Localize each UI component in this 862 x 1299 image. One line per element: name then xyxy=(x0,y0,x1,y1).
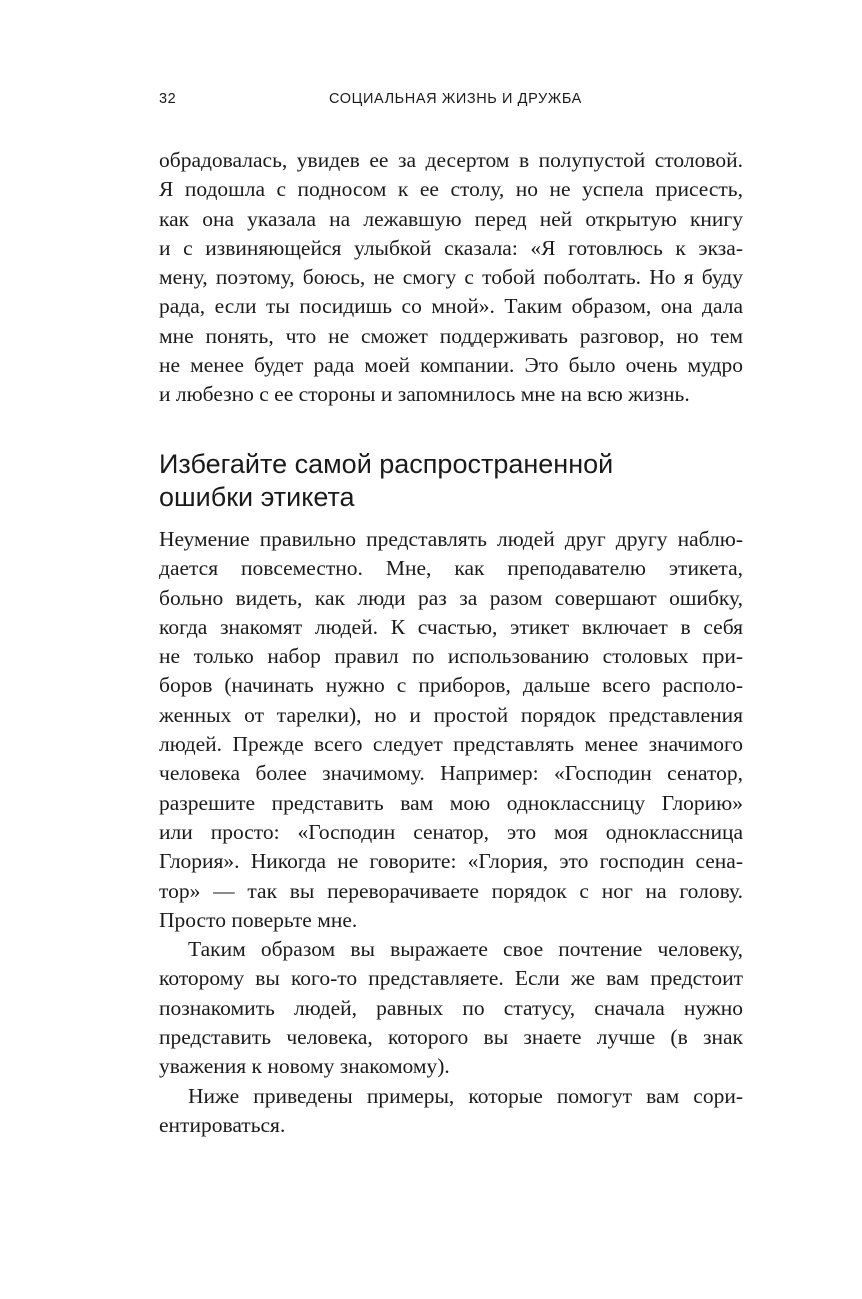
running-head: СОЦИАЛЬНАЯ ЖИЗНЬ И ДРУЖБА xyxy=(329,91,582,107)
text-line: и с извиняющейся улыбкой сказала: «Я готовлюсь к экза- xyxy=(159,235,743,260)
text-line: уважения к новому знакомому). xyxy=(159,1054,450,1079)
paragraph xyxy=(159,935,743,1081)
text-line: как она указала на лежавшую перед ней открытую книгу xyxy=(159,206,743,231)
page-header xyxy=(159,91,742,113)
paragraph-continued xyxy=(159,146,743,410)
text-line: разрешите представить вам мою одноклассницу Глорию» xyxy=(159,790,743,815)
text-line: рада, если ты посидишь со мной». Таким образом, она дала xyxy=(159,294,743,319)
text-line: боров (начинать нужно с приборов, дальше всего располо- xyxy=(159,673,743,698)
text-line: мену, поэтому, боюсь, не смогу с тобой поболтать. Но я буду xyxy=(159,265,743,290)
text-line: представить человека, которого вы знаете лучше (в знак xyxy=(159,1025,743,1050)
paragraph xyxy=(159,525,743,935)
text-line: мне понять, что не сможет поддерживать разговор, но тем xyxy=(159,323,743,348)
text-line: тор» — так вы переворачиваете порядок с ног на голову. xyxy=(159,878,743,903)
text-line: ентироваться. xyxy=(159,1112,286,1137)
text-line: больно видеть, как люди раз за разом совершают ошибку, xyxy=(159,585,743,610)
text-line: которому вы кого-то представляете. Если же вам предстоит xyxy=(159,966,743,991)
text-line: человека более значимому. Например: «Господин сенатор, xyxy=(159,761,743,786)
text-line: дается повсеместно. Мне, как преподавателю этикета, xyxy=(159,556,743,581)
page-number: 32 xyxy=(159,91,177,107)
text-line: познакомить людей, равных по статусу, сначала нужно xyxy=(159,995,743,1020)
heading-line: Избегайте самой распространенной xyxy=(159,449,614,479)
text-line: Неумение правильно представлять людей друг другу наблю- xyxy=(159,527,743,551)
text-line: Просто поверьте мне. xyxy=(159,907,358,932)
text-line: Глория». Никогда не говорите: «Глория, это господин сена- xyxy=(159,849,743,874)
section-body xyxy=(159,525,743,1140)
text-line: не только набор правил по использованию столовых при- xyxy=(159,644,743,669)
section-heading xyxy=(159,448,743,514)
text-line: обрадовалась, увидев ее за десертом в полупустой столовой. xyxy=(159,148,743,172)
text-line: и любезно с ее стороны и запомнилось мне на всю жизнь. xyxy=(159,382,690,407)
text-line: не менее будет рада моей компании. Это было очень мудро xyxy=(159,353,743,378)
text-line: людей. Прежде всего следует представлять менее значимого xyxy=(159,732,743,757)
text-line: когда знакомят людей. К счастью, этикет включает в себя xyxy=(159,614,743,639)
text-line: или просто: «Господин сенатор, это моя одноклассница xyxy=(159,819,743,844)
paragraph xyxy=(159,1082,743,1141)
text-line: Я подошла с подносом к ее столу, но не успела присесть, xyxy=(159,177,743,202)
text-line: женных от тарелки), но и простой порядок представления xyxy=(159,702,743,727)
text-line: Таким образом вы выражаете свое почтение человеку, xyxy=(188,937,743,962)
text-line: Ниже приведены примеры, которые помогут вам сори- xyxy=(188,1083,743,1108)
heading-line: ошибки этикета xyxy=(159,482,355,512)
